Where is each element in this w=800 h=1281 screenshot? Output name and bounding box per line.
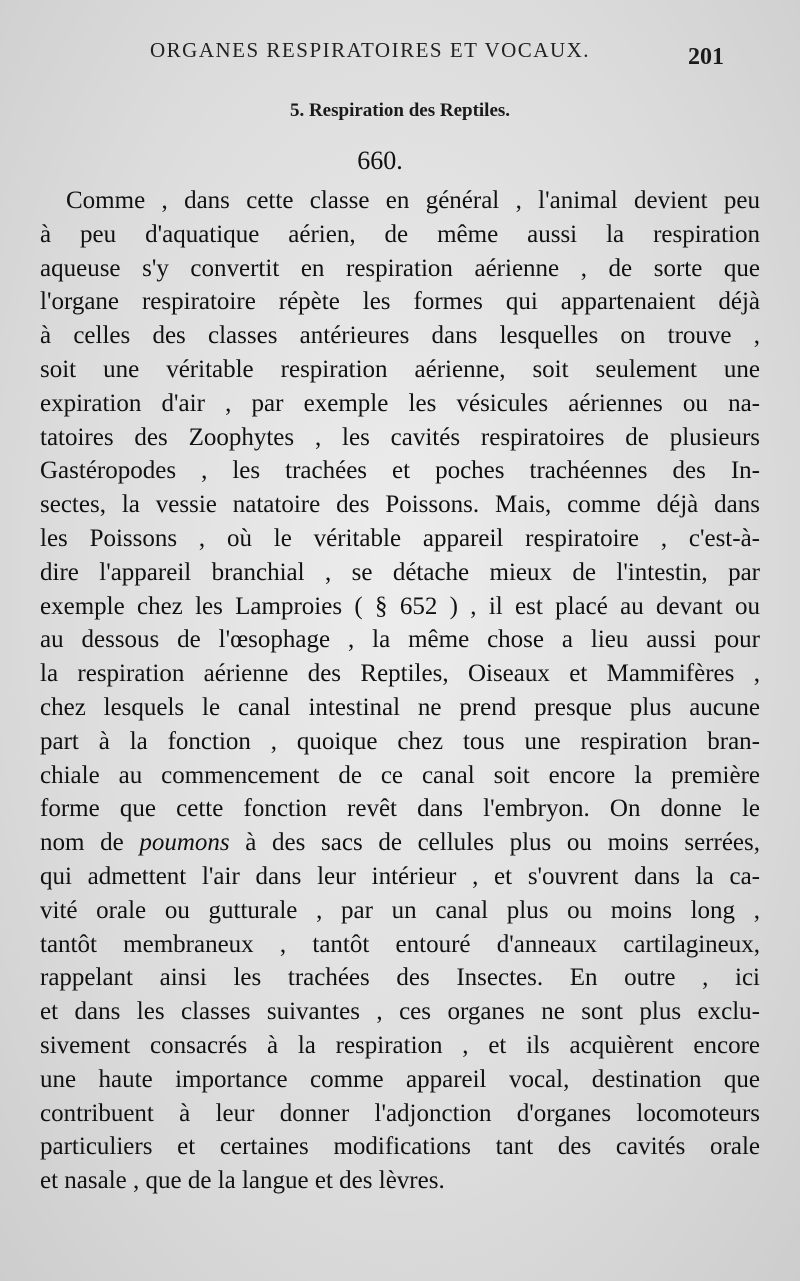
- text-line: part à la fonction , quoique chez tous une respiration bran-: [40, 727, 760, 755]
- text-run: à des sacs de cellules plus ou moins serrées,: [229, 829, 761, 857]
- text-line: au dessous de l'œsophage , la même chose a lieu aussi pour: [40, 626, 760, 654]
- text-line: chez lesquels le canal intestinal ne prend presque plus aucune: [40, 693, 760, 721]
- text-line: sivement consacrés à la respiration , et ils acquièrent encore: [40, 1031, 760, 1059]
- text-line: expiration d'air , par exemple les vésicules aériennes ou na-: [40, 389, 760, 417]
- paragraph-number: 660.: [357, 146, 403, 175]
- text-line: dire l'appareil branchial , se détache mieux de l'intestin, par: [40, 558, 760, 586]
- text-line: une haute importance comme appareil vocal, destination que: [40, 1065, 760, 1093]
- text-line: exemple chez les Lamproies ( § 652 ) , il est placé au devant ou: [40, 592, 760, 620]
- text-line: Gastéropodes , les trachées et poches trachéennes des In-: [40, 457, 760, 485]
- text-run: nom de: [40, 829, 140, 857]
- text-line: qui admettent l'air dans leur intérieur , et s'ouvrent dans la ca-: [40, 862, 760, 890]
- text-line: à celles des classes antérieures dans lesquelles on trouve ,: [40, 322, 760, 350]
- text-line: la respiration aérienne des Reptiles, Oiseaux et Mammifères ,: [40, 660, 760, 688]
- text-line: sectes, la vessie natatoire des Poissons. Mais, comme déjà dans: [40, 491, 760, 519]
- text-line: les Poissons , où le véritable appareil respiratoire , c'est-à-: [40, 524, 760, 552]
- text-line: tatoires des Zoophytes , les cavités respiratoires de plusieurs: [40, 423, 760, 451]
- page-number: 201: [688, 44, 724, 70]
- text-line: contribuent à leur donner l'adjonction d'organes locomoteurs: [40, 1099, 760, 1127]
- text-line: Comme , dans cette classe en général , l'animal devient peu: [66, 187, 760, 214]
- text-line: et nasale , que de la langue et des lèvres.: [40, 1167, 445, 1195]
- running-head: ORGANES RESPIRATOIRES ET VOCAUX.: [150, 38, 591, 62]
- section-title: 5. Respiration des Reptiles.: [289, 100, 511, 121]
- text-line: rappelant ainsi les trachées des Insectes. En outre , ici: [40, 964, 760, 992]
- text-line: et dans les classes suivantes , ces organes ne sont plus exclu-: [40, 998, 760, 1026]
- text-line: soit une véritable respiration aérienne, soit seulement une: [40, 355, 760, 383]
- text-line: aqueuse s'y convertit en respiration aérienne , de sorte que: [40, 254, 760, 282]
- text-line: tantôt membraneux , tantôt entouré d'anneaux cartilagineux,: [40, 930, 760, 958]
- italic-term: poumons: [139, 829, 230, 857]
- text-line: chiale au commencement de ce canal soit encore la première: [40, 761, 760, 789]
- text-line: forme que cette fonction revêt dans l'embryon. On donne le: [40, 795, 760, 823]
- body-paragraph: [40, 184, 760, 1198]
- text-line: l'organe respiratoire répète les formes qui appartenaient déjà: [40, 288, 760, 316]
- text-line: [40, 826, 760, 860]
- text-line: à peu d'aquatique aérien, de même aussi la respiration: [40, 220, 760, 248]
- text-line: particuliers et certaines modifications tant des cavités orale: [40, 1133, 760, 1161]
- text-line: vité orale ou gutturale , par un canal plus ou moins long ,: [40, 896, 760, 924]
